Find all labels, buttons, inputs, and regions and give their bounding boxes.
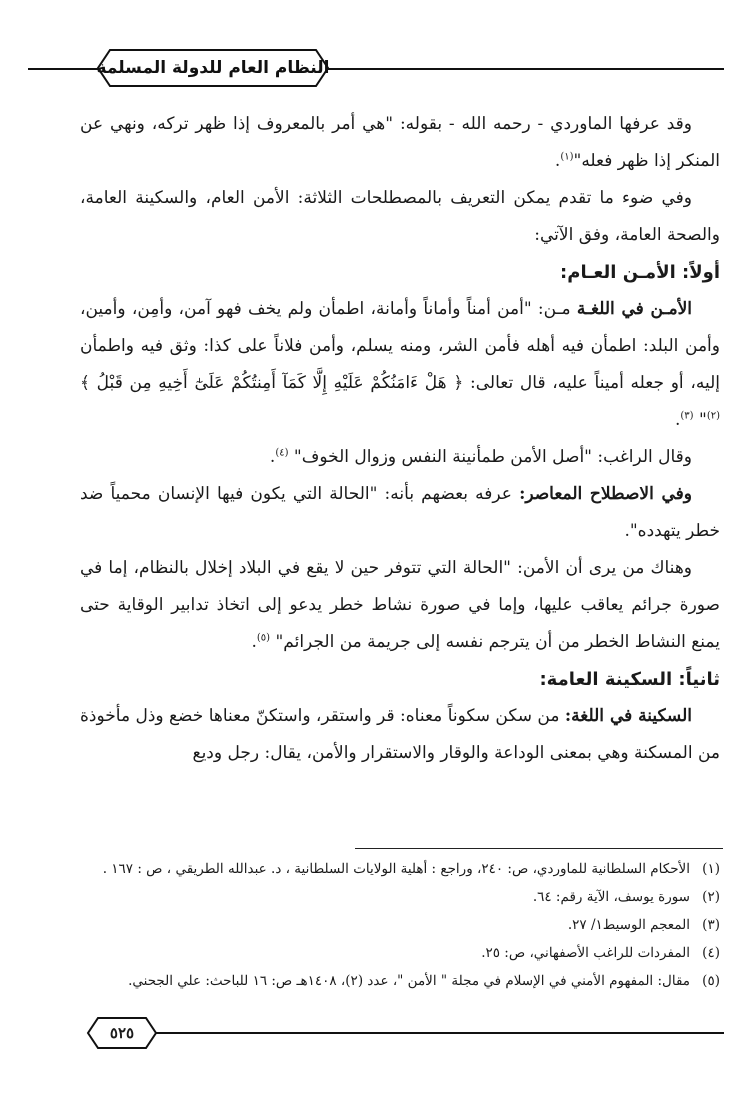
footnote-4-text: المفردات للراغب الأصفهاني، ص: ٢٥. bbox=[481, 945, 690, 961]
section-heading-public-tranquility: ثانياً: السكينة العامة: bbox=[539, 669, 720, 690]
footnote-ref-2[interactable]: (٢) bbox=[706, 410, 720, 422]
paragraph-6-text: وهناك من يرى أن الأمن: "الحالة التي تتوفر حين لا يقع في البلاد إخلال بالنظام، إما في صورة جرائم يعاقب عليها، وإما في صورة نشاط خطر يدعو إلى اتخاذ تدابير الوقاية حتى يمنع النشاط الخطر من أن يترجم نفسه إلى جريمة من الجرائم" bbox=[80, 558, 720, 652]
footnote-3-number: (٣) bbox=[702, 917, 720, 933]
footnote-5-text: مقال: المفهوم الأمني في الإسلام في مجلة " الأمن "، عدد (٢)، ١٤٠٨هـ ص: ١٦ للباحث: علي الجحني. bbox=[128, 973, 690, 989]
paragraph-7-text: من سكن سكوناً معناه: قر واستقر، واستكنّ معناها خضع وذل مأخوذة من المسكنة وهي بمعنى الوداعة والوقار والاستقرار والأمن، يقال: رجل وديع bbox=[80, 706, 720, 763]
paragraph-1-text: وقد عرفها الماوردي - رحمه الله - بقوله: "هي أمر بالمعروف إذا ظهر تركه، ونهي عن المنكر إذا ظهر فعله" bbox=[80, 114, 720, 171]
page-number-badge bbox=[86, 1016, 158, 1050]
section-heading-public-security: أولاً: الأمـن العـام: bbox=[560, 262, 720, 283]
footnote-4-number: (٤) bbox=[702, 945, 720, 961]
paragraph-4: وقال الراغب: "أصل الأمن طمأنينة النفس وزوال الخوف" $^{(٤)}$. bbox=[269, 447, 692, 467]
header-rule-right bbox=[328, 68, 724, 70]
paragraph-4-text: وقال الراغب: "أصل الأمن طمأنينة النفس وزوال الخوف" bbox=[293, 447, 692, 467]
running-header-title: النظام العام للدولة المسلمة bbox=[96, 58, 330, 78]
footnote-2-number: (٢) bbox=[702, 889, 720, 905]
footnote-2-text: سورة يوسف، الآية رقم: ٦٤. bbox=[532, 889, 690, 905]
footnote-3 bbox=[80, 911, 720, 939]
footnote-ref-1[interactable]: (١) bbox=[560, 151, 574, 163]
footnote-5 bbox=[80, 967, 720, 995]
footnote-ref-3[interactable]: (٣) bbox=[680, 410, 694, 422]
main-text bbox=[80, 106, 720, 772]
footnote-4 bbox=[80, 939, 720, 967]
paragraph-7 bbox=[80, 698, 720, 772]
paragraph-2: وفي ضوء ما تقدم يمكن التعريف بالمصطلحات الثلاثة: الأمن العام، والسكينة العامة، والصحة العامة، وفق الآتي: bbox=[80, 188, 720, 245]
paragraph-7-label: السكينة في اللغة: bbox=[564, 706, 692, 726]
footnote-ref-4[interactable]: (٤) bbox=[275, 447, 289, 459]
paragraph-5-label: وفي الاصطلاح المعاصر: bbox=[519, 484, 692, 504]
page-number: ٥٢٥ bbox=[109, 1024, 135, 1042]
running-header bbox=[96, 48, 330, 88]
footnote-1-number: (١) bbox=[702, 861, 720, 877]
header-rule-left bbox=[28, 68, 98, 70]
paragraph-3-quote-end: " bbox=[698, 410, 707, 430]
footer-rule bbox=[128, 1032, 724, 1034]
paragraph-5 bbox=[80, 476, 720, 550]
footnote-1-text: الأحكام السلطانية للماوردي، ص: ٢٤٠، وراجع : أهلية الولايات السلطانية ، د. عبدالله الطريقي ، ص : ١٦٧ . bbox=[102, 861, 690, 877]
footnote-ref-5[interactable]: (٥) bbox=[256, 632, 271, 644]
paragraph-5-text: عرفه بعضهم بأنه: "الحالة التي يكون فيها الإنسان محمياً ضد خطر يتهدده". bbox=[80, 484, 720, 541]
paragraph-6: وهناك من يرى أن الأمن: "الحالة التي تتوفر حين لا يقع في البلاد إخلال بالنظام، إما في صورة جرائم يعاقب عليها، وإما في صورة نشاط خطر يدعو إلى اتخاذ تدابير الوقاية حتى يمنع النشاط الخطر من أن يترجم نفسه إلى جريمة من الجرائم" $^{(٥)}$. bbox=[80, 558, 720, 652]
paragraph-3-text: مـن: "أمن أمناً وأماناً وأمانة، اطمأن ولم يخف فهو آمن، وأمِن، وأمين، وأمن البلد: اطمأن فيه أهله فأمن الشر، ومنه يسلم، وأمن فلاناً على كذا: وثق فيه واطمأن إليه، أو جعله أميناً عليه، قال تعالى: ﴿ هَلْ ءَامَنُكُمْ عَلَيْهِ إِلَّا كَمَآ أَمِنتُكُمْ عَلَىٰٓ أَخِيهِ مِن قَبْلُ ﴾ bbox=[80, 299, 720, 393]
footnote-3-text: المعجم الوسيط١/ ٢٧. bbox=[567, 917, 690, 933]
footnote-5-number: (٥) bbox=[702, 973, 720, 989]
paragraph-3-label: الأمـن في اللغـة bbox=[576, 299, 693, 319]
footnote-1 bbox=[80, 855, 720, 883]
paragraph-3: الأمـن في اللغـة مـن: "أمن أمناً وأماناً وأمانة، اطمأن ولم يخف فهو آمن، وأمِن، وأمين، وأمن البلد: اطمأن فيه أهله فأمن الشر، ومنه يسلم، وأمن فلاناً على كذا: وثق فيه واطمأن إليه، أو جعله أميناً عليه، قال تعالى: ﴿ هَلْ ءَامَنُكُمْ عَلَيْهِ إِلَّا كَمَآ أَمِنتُكُمْ عَلَىٰٓ أَخِيهِ مِن قَبْلُ ﴾ $^{(٢)}$" $^{(٣)}$. bbox=[80, 299, 720, 430]
footnote-2 bbox=[80, 883, 720, 911]
footnote-separator bbox=[355, 848, 723, 849]
paragraph-1: وقد عرفها الماوردي - رحمه الله - بقوله: "هي أمر بالمعروف إذا ظهر تركه، ونهي عن المنكر إذا ظهر فعله"$^{(١)}$. bbox=[80, 114, 720, 171]
footnotes bbox=[80, 855, 720, 995]
